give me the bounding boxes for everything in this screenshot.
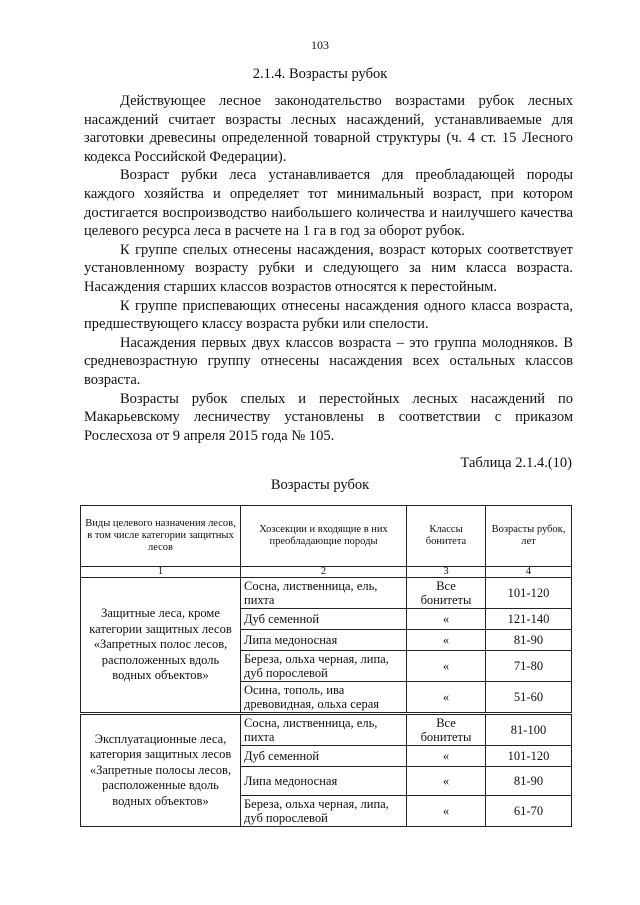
paragraph: Возрасты рубок спелых и перестойных лесных насаждений по Макарьевскому лесничеству установлены в соответствии с приказом Рослесхоза от 9 апреля 2015 года № 105. — [84, 390, 573, 444]
paragraph: Действующее лесное законодательство возрастами рубок лесных насаждений считает возрасты лесных насаждений, устанавливаемые для заготовки древесины определенной товарной структуры (ч. 4 ст. 15 Лесного кодекса Российской Федерации). — [84, 93, 573, 165]
species-cell: Дуб семенной — [241, 609, 407, 630]
species-cell: Береза, ольха черная, липа, дуб порослевой — [241, 796, 407, 827]
bonitet-cell: Все бонитеты — [407, 578, 486, 609]
species-cell: Липа медоносная — [241, 767, 407, 796]
column-number-row — [81, 567, 572, 578]
bonitet-cell: Все бонитеты — [407, 714, 486, 746]
section-title: 2.1.4. Возрасты рубок — [252, 66, 388, 82]
species-cell: Береза, ольха черная, липа, дуб порослевой — [241, 651, 407, 682]
age-cell: 61-70 — [486, 796, 572, 827]
bonitet-cell: « — [407, 682, 486, 714]
age-cell: 101-120 — [486, 578, 572, 609]
paragraph: Насаждения первых двух классов возраста – это группа молодняков. В средневозрастную группу отнесены насаждения всех остальных классов возраста. — [84, 334, 573, 388]
header-species: Хозсекции и входящие в них преобладающие породы — [241, 506, 407, 567]
header-purpose: Виды целевого назначения лесов, в том числе категории защитных лесов — [81, 506, 241, 567]
bonitet-cell: « — [407, 630, 486, 651]
column-number: 4 — [486, 567, 572, 578]
group-name: Эксплуатационные леса, категория защитных лесов «Запретные полосы лесов, расположенные вдоль водных объектов» — [81, 714, 241, 827]
age-cell: 81-90 — [486, 767, 572, 796]
header-bonitet: Классы бонитета — [407, 506, 486, 567]
group-name: Защитные леса, кроме категории защитных лесов «Запретных полос лесов, расположенных вдоль водных объектов» — [81, 578, 241, 714]
table-row — [81, 714, 572, 746]
species-cell: Дуб семенной — [241, 746, 407, 767]
table-header-row — [81, 506, 572, 567]
bonitet-cell: « — [407, 746, 486, 767]
page-number: 103 — [311, 38, 329, 52]
paragraph: Возраст рубки леса устанавливается для преобладающей породы каждого хозяйства и определяет тот минимальный возраст, при котором достигается воспроизводство наибольшего количества и наилучшего качества целевого ресурса леса в расчете на 1 га в год за оборот рубок. — [84, 167, 573, 240]
body-text — [84, 92, 573, 445]
bonitet-cell: « — [407, 796, 486, 827]
bonitet-cell: « — [407, 609, 486, 630]
table-caption: Таблица 2.1.4.(10) — [460, 455, 572, 471]
species-cell: Сосна, лиственница, ель, пихта — [241, 578, 407, 609]
age-cell: 51-60 — [486, 682, 572, 714]
species-cell: Липа медоносная — [241, 630, 407, 651]
bonitet-cell: « — [407, 651, 486, 682]
table-row — [81, 578, 572, 609]
column-number: 1 — [81, 567, 241, 578]
column-number: 2 — [241, 567, 407, 578]
bonitet-cell: « — [407, 767, 486, 796]
header-age: Возрасты рубок, лет — [486, 506, 572, 567]
age-cell: 81-90 — [486, 630, 572, 651]
species-cell: Сосна, лиственница, ель, пихта — [241, 714, 407, 746]
table-title: Возрасты рубок — [270, 477, 370, 493]
paragraph: К группе спелых отнесены насаждения, возраст которых соответствует установленному возрасту рубки и следующего за ним класса возраста. Насаждения старших классов возрастов относятся к перестойным. — [84, 241, 573, 295]
age-cell: 121-140 — [486, 609, 572, 630]
paragraph: К группе приспевающих отнесены насаждения одного класса возраста, предшествующего классу возраста рубки или спелости. — [84, 297, 573, 333]
age-cell: 101-120 — [486, 746, 572, 767]
column-number: 3 — [407, 567, 486, 578]
age-cell: 71-80 — [486, 651, 572, 682]
age-cell: 81-100 — [486, 714, 572, 746]
species-cell: Осина, тополь, ива древовидная, ольха серая — [241, 682, 407, 714]
cutting-ages-table — [80, 505, 572, 827]
